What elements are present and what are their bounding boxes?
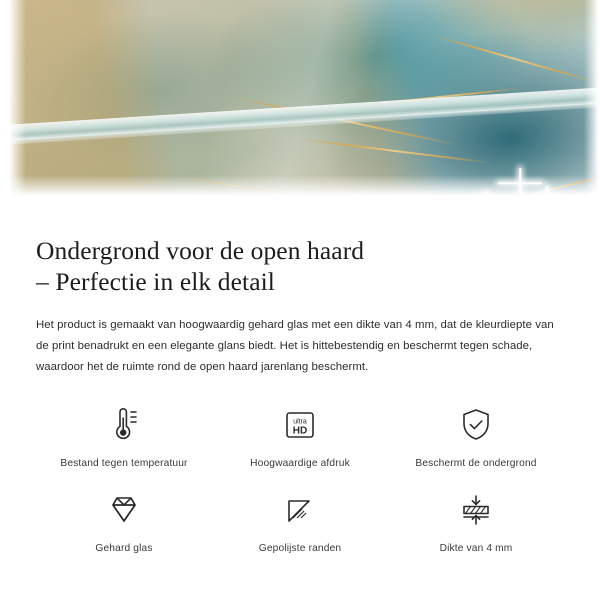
feature-label: Dikte van 4 mm: [439, 543, 513, 554]
page-title-line-1: Ondergrond voor de open haard: [36, 236, 365, 265]
feature-label: Gepolijste randen: [258, 543, 342, 554]
diamond-icon: [102, 487, 146, 533]
feature-item-polished-edges: [212, 487, 388, 554]
polished-edges-icon: [278, 487, 322, 533]
thickness-4mm-icon: [454, 487, 498, 533]
page-title-line-2: – Perfectie in elk detail: [36, 267, 275, 296]
svg-text:HD: HD: [292, 425, 308, 437]
feature-item-tempered-glass: [36, 487, 212, 554]
feature-grid: [36, 402, 564, 554]
product-description-text: Het product is gemaakt van hoogwaardig gehard glas met een dikte van 4 mm, dat de kleurdiepte van de print benadrukt en een elegante glans biedt. Het is hittebestendig en beschermt tegen schade, waardoor het de ruimte rond de open haard jarenlang beschermt.: [36, 319, 554, 373]
feature-item-thickness: [388, 487, 564, 554]
feature-label: Hoogwaardige afdruk: [250, 458, 350, 469]
feature-item-print-quality: [212, 402, 388, 469]
hero-image: [0, 0, 600, 215]
feature-label: Bestand tegen temperatuur: [60, 458, 188, 469]
content-area: [0, 235, 600, 554]
ultra-hd-icon: [278, 402, 322, 448]
page-title: [36, 235, 564, 297]
feature-item-surface-protection: [388, 402, 564, 469]
thermometer-icon: [102, 402, 146, 448]
feature-label: Beschermt de ondergrond: [415, 458, 537, 469]
shield-check-icon: [454, 402, 498, 448]
feature-label: Gehard glas: [95, 543, 153, 554]
hero-fade-bottom: [0, 175, 600, 215]
feature-item-temperature: [36, 402, 212, 469]
svg-text:ultra: ultra: [293, 418, 307, 426]
